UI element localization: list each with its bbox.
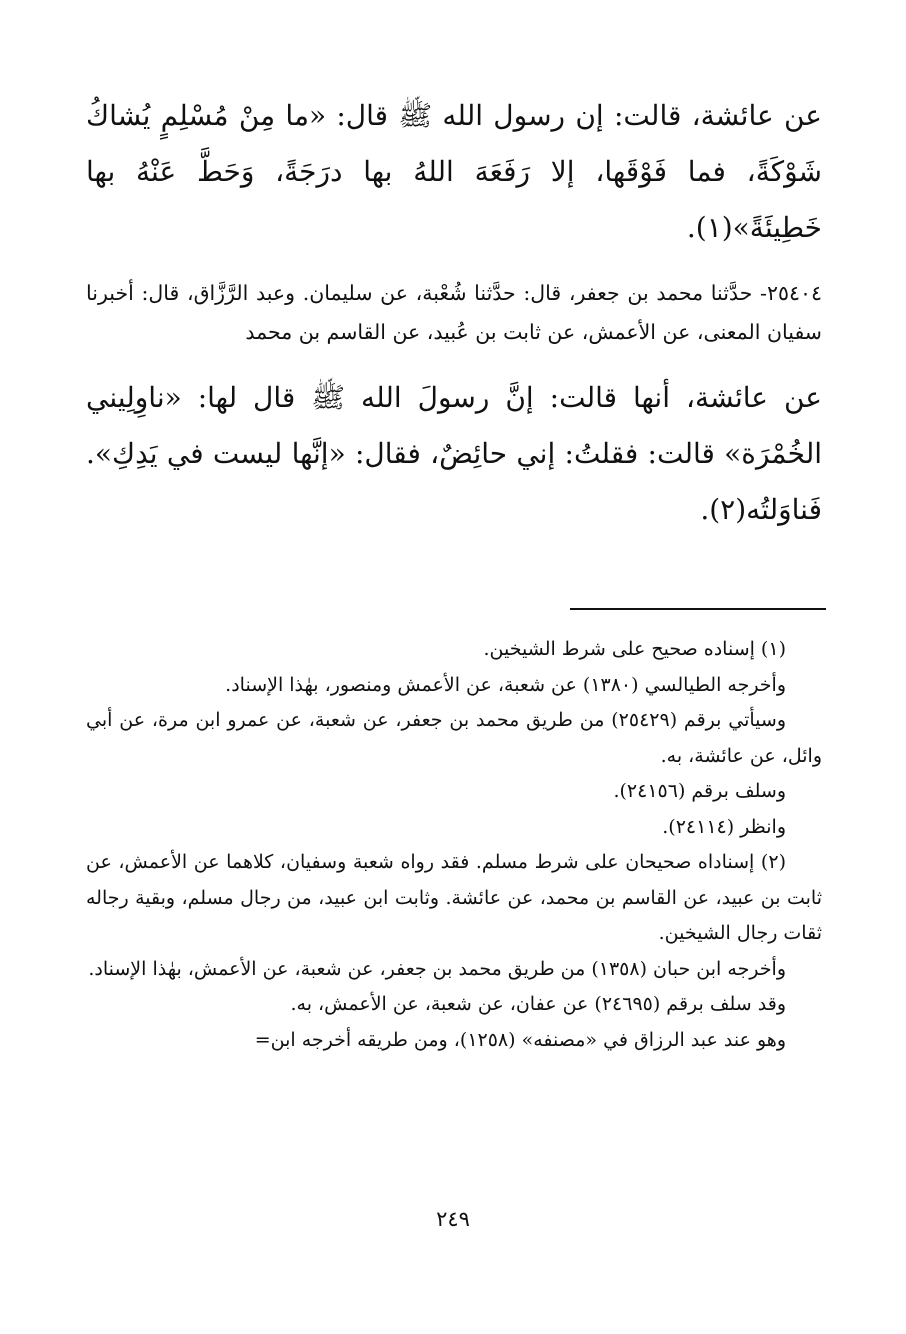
footnote-line: (٢) إسناداه صحيحان على شرط مسلم. فقد رواه شعبة وسفيان، كلاهما عن الأعمش، عن ثابت بن عبيد، عن القاسم بن محمد، عن عائشة. وثابت ابن عبيد، من رجال مسلم، وبقية رجاله ثقات رجال الشيخين. [86, 851, 822, 944]
footnote-line: (١) إسناده صحيح على شرط الشيخين. [483, 638, 786, 660]
footnote-line: وأخرجه ابن حبان (١٣٥٨) من طريق محمد بن جعفر، عن شعبة، عن الأعمش، بهٰذا الإسناد. [88, 957, 786, 980]
page-number: ٢٤٩ [436, 1207, 470, 1231]
footnote-line: وهو عند عبد الرزاق في «مصنفه» (١٢٥٨)، ومن طريقه أخرجه ابن= [254, 1028, 786, 1051]
footnote-line: وأخرجه الطيالسي (١٣٨٠) عن شعبة، عن الأعمش ومنصور، بهٰذا الإسناد. [225, 673, 786, 696]
footnote-line: وسيأتي برقم (٢٥٤٢٩) من طريق محمد بن جعفر، عن شعبة، عن عمرو ابن مرة، عن أبي وائل، عن عائشة، به. [86, 709, 822, 767]
footnote-line: وسلف برقم (٢٤١٥٦). [613, 780, 786, 802]
footnote-divider [570, 608, 826, 610]
footnote-line: وانظر (٢٤١١٤). [662, 815, 786, 838]
hadith-isnad: ٢٥٤٠٤- حدَّثنا محمد بن جعفر، قال: حدَّثنا شُعْبة، عن سليمان. وعبد الرَّزَّاق، قال: أخبرنا سفيان المعنى، عن الأعمش، عن ثابت بن عُبيد، عن القاسم بن محمد [86, 281, 823, 344]
hadith-text-2: عن عائشة، أنها قالت: إنَّ رسولَ الله ﷺ قال لها: «ناوِلِيني الخُمْرَة» قالت: فقلتُ: إني حائِضٌ، فقال: «إنَّها ليست في يَدِكِ». فَناوَلتُه(٢). [86, 381, 823, 526]
hadith-text-1: عن عائشة، قالت: إن رسول الله ﷺ قال: «ما مِنْ مُسْلِمٍ يُشاكُ شَوْكَةً، فما فَوْقَها، إلا رَفَعَهَ اللهُ بها درَجَةً، وَحَطَّ عَنْهُ بها خَطِيئَةً»(١). [86, 99, 822, 244]
footnote-line: وقد سلف برقم (٢٤٦٩٥) عن عفان، عن شعبة، عن الأعمش، به. [290, 993, 786, 1015]
footnotes [86, 632, 822, 1058]
